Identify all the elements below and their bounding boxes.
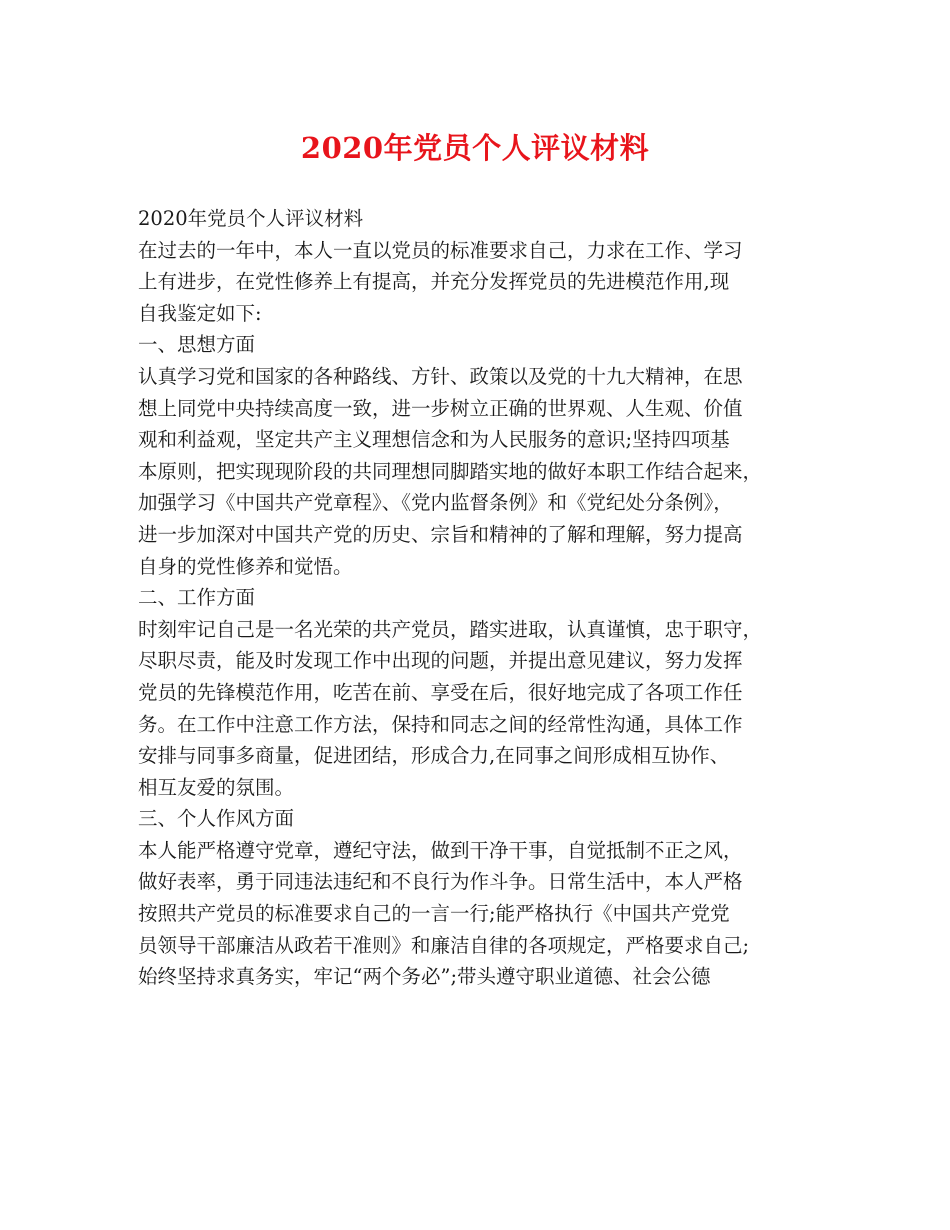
text-line: 进一步加深对中国共产党的历史、宗旨和精神的了解和理解，努力提高 <box>138 522 743 546</box>
text-line: 自身的党性修养和觉悟。 <box>138 554 353 578</box>
document-title: 2020年党员个人评议材料 <box>300 131 650 165</box>
text-line: 在过去的一年中，本人一直以党员的标准要求自己，力求在工作、学习 <box>138 238 743 262</box>
text-line: 时刻牢记自己是一名光荣的共产党员，踏实进取，认真谨慎，忠于职守， <box>138 617 763 641</box>
text-line: 想上同党中央持续高度一致，进一步树立正确的世界观、人生观、价值 <box>138 396 743 420</box>
text-line: 按照共产党员的标准要求自己的一言一行;能严格执行《中国共产党党 <box>138 902 730 926</box>
text-line: 做好表率，勇于同违法违纪和不良行为作斗争。日常生活中，本人严格 <box>138 870 743 894</box>
text-line: 相互友爱的氛围。 <box>138 775 295 799</box>
text-line: 本原则，把实现现阶段的共同理想同脚踏实地的做好本职工作结合起来， <box>138 459 763 483</box>
text-line: 尽职尽责，能及时发现工作中出现的问题，并提出意见建议，努力发挥 <box>138 649 743 673</box>
text-line: 观和利益观，坚定共产主义理想信念和为人民服务的意识;坚持四项基 <box>138 428 730 452</box>
text-line: 始终坚持求真务实，牢记“两个务必”;带头遵守职业道德、社会公德 <box>138 965 711 989</box>
text-line: 党员的先锋模范作用，吃苦在前、享受在后，很好地完成了各项工作任 <box>138 680 743 704</box>
text-line: 本人能严格遵守党章，遵纪守法，做到干净干事，自觉抵制不正之风， <box>138 838 743 862</box>
text-line: 自我鉴定如下: <box>138 301 262 325</box>
document-body <box>138 203 828 993</box>
text-line: 2020年党员个人评议材料 <box>138 207 364 230</box>
text-line: 三、个人作风方面 <box>138 807 295 831</box>
text-line: 员领导干部廉洁从政若干准则》和廉洁自律的各项规定，严格要求自己; <box>138 933 750 957</box>
text-line: 认真学习党和国家的各种路线、方针、政策以及党的十九大精神，在思 <box>138 364 743 388</box>
text-line: 加强学习《中国共产党章程》、《党内监督条例》和《党纪处分条例》， <box>138 491 733 515</box>
text-line: 一、思想方面 <box>138 333 256 357</box>
text-line: 二、工作方面 <box>138 586 256 610</box>
text-line: 务。在工作中注意工作方法，保持和同志之间的经常性沟通，具体工作 <box>138 712 743 736</box>
text-line: 安排与同事多商量，促进团结，形成合力,在同事之间形成相互协作、 <box>138 744 730 768</box>
text-line: 上有进步，在党性修养上有提高，并充分发挥党员的先进模范作用,现 <box>138 270 730 294</box>
